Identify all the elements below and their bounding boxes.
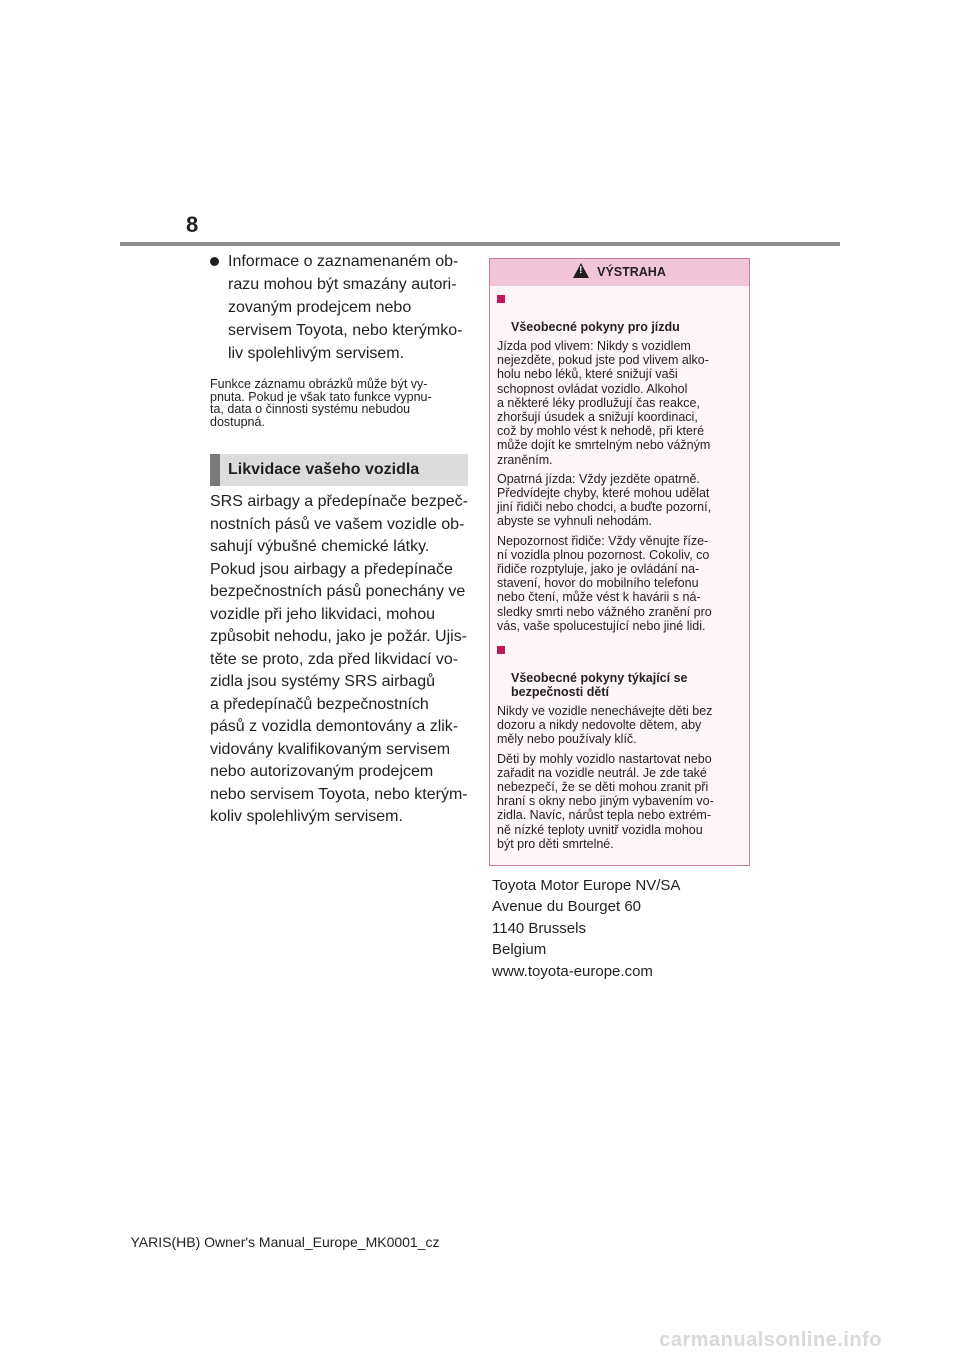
warning-paragraph: Nikdy ve vozidle nenechávejte děti bez dozoru a nikdy nedovolte dětem, aby měly nebo používaly klíč.: [497, 704, 713, 747]
address-line: 1140 Brussels: [492, 919, 586, 937]
warning-title: VÝSTRAHA: [597, 265, 666, 279]
note-text: Funkce záznamu obrázků může být vy- pnuta. Pokud je však tato funkce vypnu- ta, data o činnosti systému nebudou dostupná.: [210, 377, 432, 429]
disposal-body-text: SRS airbagy a předepínače bezpeč- nostních pásů ve vašem vozidle ob- sahují výbušné chemické látky. Pokud jsou airbagy a předepínače bezpečnostních pásů ponechány ve vozidle při jeho likvidaci, mohou způsobit nehodu, jako je požár. Ujis- těte se proto, zda před likvidací vo- zidla jsou systémy SRS airbagů a předepínačů bezpečnostních pásů z vozidla demontovány a zlik- vidovány kvalifikovaným servisem nebo autorizovaným prodejcem nebo servisem Toyota, nebo kterým- koliv spolehlivým servisem.: [210, 493, 468, 825]
warning-paragraph: Jízda pod vlivem: Nikdy s vozidlem nejezděte, pokud jste pod vlivem alko- holu nebo léků, které snižují vaši schopnost ovládat vozidlo. Alkohol a některé léky prodlužují čas reakce, zhoršují úsudek a snižují koordinaci, což by mohlo vést k nehodě, při které může dojít ke smrtelným nebo vážným zraněním.: [497, 339, 711, 467]
address-line: Toyota Motor Europe NV/SA: [492, 877, 681, 894]
address-line: Belgium: [492, 941, 547, 959]
watermark: carmanualsonline.info: [659, 1329, 882, 1351]
left-column: [210, 250, 468, 428]
warning-triangle-icon: !: [573, 263, 589, 278]
warning-paragraph: Nepozornost řidiče: Vždy věnujte říze- ní vozidla plnou pozornost. Cokoliv, co řidiče rozptyluje, jako je ovládání na- stavení, hovor do mobilního telefonu nebo čtení, může vést k havárii s ná- sledky smrti nebo vážného zranění pro vás, vaše spolucestující nebo jiné lidi.: [497, 533, 712, 633]
warning-box: [489, 258, 750, 866]
address-line: Avenue du Bourget 60: [492, 898, 642, 916]
page-number: 8: [186, 212, 199, 237]
subheading-text: Všeobecné pokyny pro jízdu: [511, 320, 680, 334]
warning-subheading-children: [497, 643, 742, 699]
square-bullet-icon: [497, 295, 505, 303]
footer-text: YARIS(HB) Owner's Manual_Europe_MK0001_cz: [130, 1234, 440, 1250]
bullet-item: [210, 250, 468, 365]
footer: [0, 1234, 960, 1250]
warning-paragraph: Děti by mohly vozidlo nastartovat nebo zařadit na vozidle neutrál. Je zde také nebezpečí, že se děti mohou zranit při hraní s okny nebo jiným vybavením vo- zidla. Navíc, nárůst tepla nebo extrém- ně nízké teploty uvnitř vozidla mohou být pro děti smrtelné.: [497, 751, 714, 851]
warning-header: [490, 259, 749, 286]
header-rule: [120, 242, 840, 246]
warning-subheading-driving: [497, 292, 742, 334]
subheading-text: Všeobecné pokyny týkající se bezpečnosti dětí: [511, 671, 688, 700]
bullet-dot-icon: [210, 257, 219, 266]
warning-paragraph: Opatrná jízda: Vždy jezděte opatrně. Předvídejte chyby, které mohou udělat jiní řidiči nebo chodci, a buďte pozorní, abyste se vyhnuli nehodám.: [497, 471, 712, 529]
section-heading: Likvidace vašeho vozidla: [210, 454, 468, 486]
address-block: [492, 875, 680, 982]
warning-body: [490, 286, 749, 851]
bullet-text: Informace o zaznamenaném ob- razu mohou být smazány autori- zovaným prodejcem nebo servisem Toyota, nebo kterýmko- liv spolehlivým servisem.: [228, 253, 463, 362]
address-website: www.toyota-europe.com: [492, 962, 653, 980]
square-bullet-icon: [497, 646, 505, 654]
